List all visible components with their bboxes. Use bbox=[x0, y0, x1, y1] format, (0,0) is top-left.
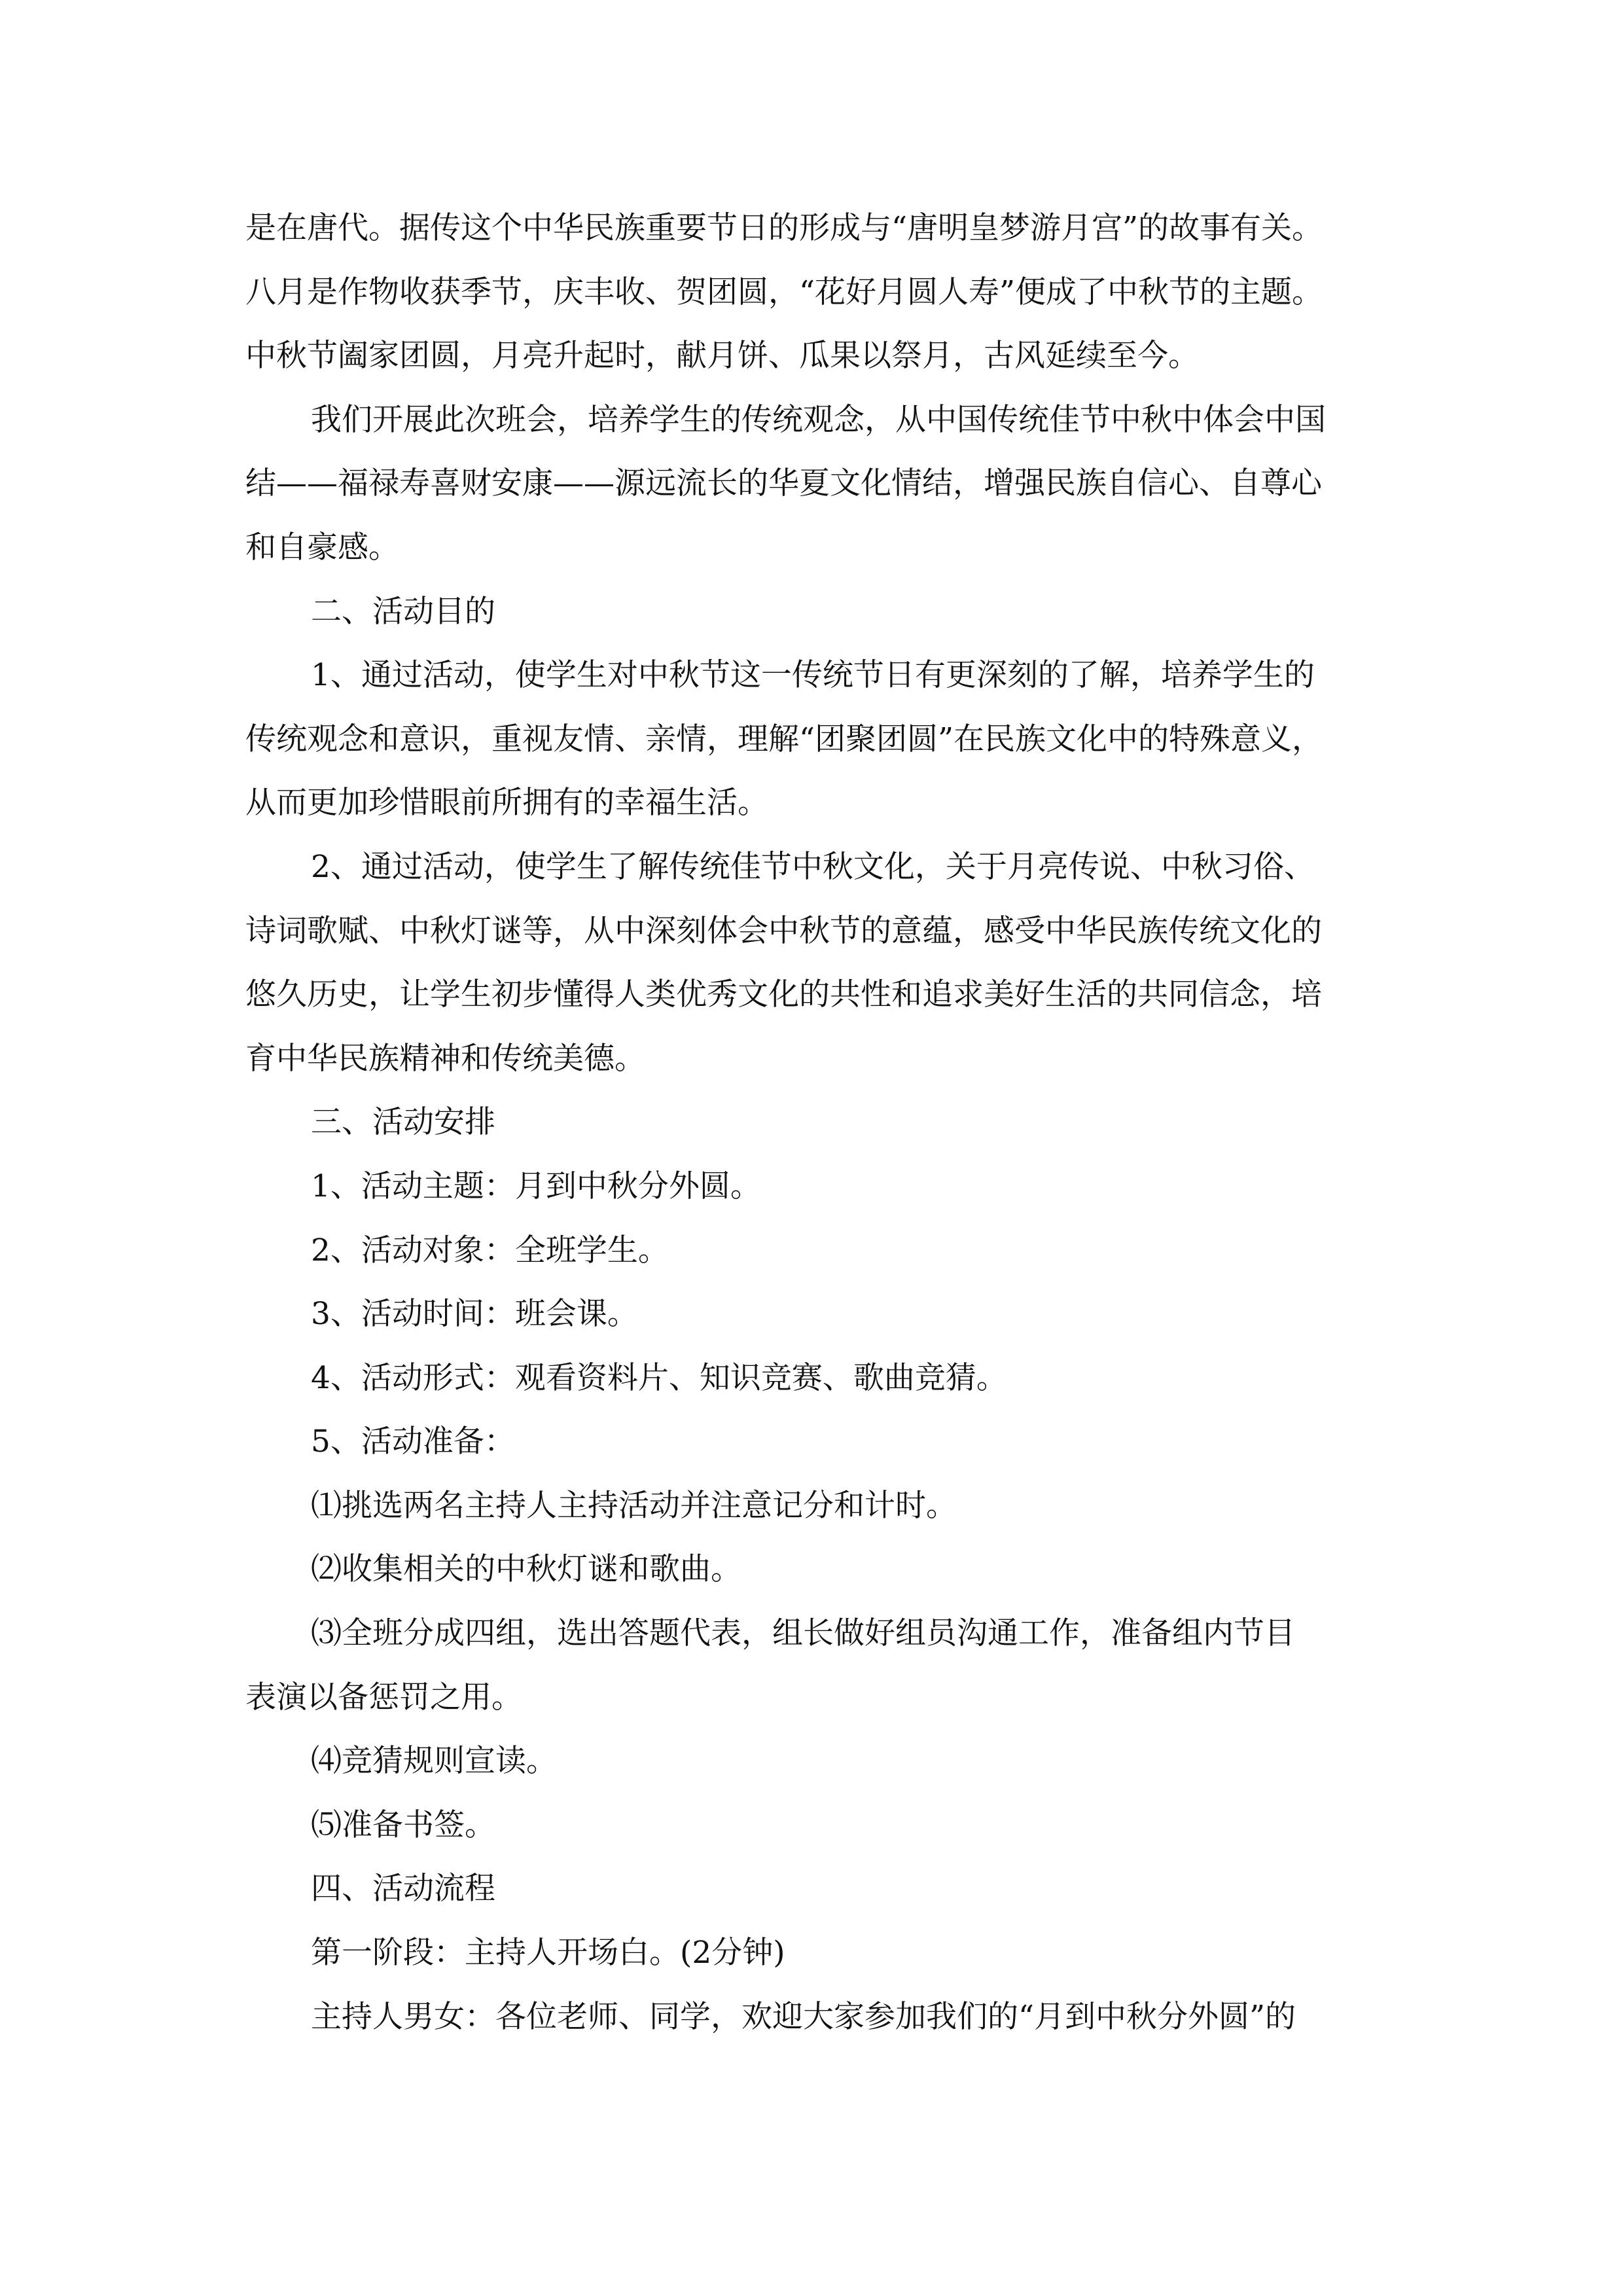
section-heading: 二、活动目的 bbox=[311, 593, 495, 630]
paragraph-first-line: 第一阶段：主持人开场白。(2分钟) bbox=[311, 1935, 785, 1971]
list-item: 3、活动时间：班会课。 bbox=[311, 1296, 638, 1333]
list-item: ⑶全班分成四组，选出答题代表，组长做好组员沟通工作，准备组内节目 bbox=[311, 1615, 1295, 1652]
text-line: 是在唐代。据传这个中华民族重要节日的形成与“唐明皇梦游月宫”的故事有关。 bbox=[245, 210, 1323, 246]
paragraph-first-line: 2、通过活动，使学生了解传统佳节中秋文化，关于月亮传说、中秋习俗、 bbox=[311, 848, 1315, 885]
list-item: ⑵收集相关的中秋灯谜和歌曲。 bbox=[311, 1551, 741, 1588]
list-item: 2、活动对象：全班学生。 bbox=[311, 1232, 669, 1268]
list-item: 4、活动形式：观看资料片、知识竞赛、歌曲竞猜。 bbox=[311, 1359, 1007, 1396]
text-line: 表演以备惩罚之用。 bbox=[245, 1679, 522, 1715]
paragraph-first-line: 1、通过活动，使学生对中秋节这一传统节日有更深刻的了解，培养学生的 bbox=[311, 657, 1315, 694]
section-heading: 四、活动流程 bbox=[311, 1871, 495, 1907]
paragraph-first-line: 主持人男女：各位老师、同学，欢迎大家参加我们的“月到中秋分外圆”的 bbox=[311, 1998, 1296, 2035]
text-line: 传统观念和意识，重视友情、亲情，理解“团聚团圆”在民族文化中的特殊意义， bbox=[245, 721, 1323, 757]
text-line: 结——福禄寿喜财安康——源远流长的华夏文化情结，增强民族自信心、自尊心 bbox=[245, 465, 1322, 502]
paragraph-first-line: 我们开展此次班会，培养学生的传统观念，从中国传统佳节中秋中体会中国 bbox=[311, 401, 1326, 438]
list-item: 1、活动主题：月到中秋分外圆。 bbox=[311, 1168, 761, 1204]
list-item: ⑴挑选两名主持人主持活动并注意记分和计时。 bbox=[311, 1487, 957, 1524]
text-line: 中秋节阖家团圆，月亮升起时，献月饼、瓜果以祭月，古风延续至今。 bbox=[245, 338, 1199, 374]
text-line: 从而更加珍惜眼前所拥有的幸福生活。 bbox=[245, 785, 768, 821]
list-item: 5、活动准备： bbox=[311, 1424, 515, 1460]
body-text bbox=[245, 196, 1397, 2049]
text-line: 八月是作物收获季节，庆丰收、贺团圆，“花好月圆人寿”便成了中秋节的主题。 bbox=[245, 274, 1323, 310]
text-line: 诗词歌赋、中秋灯谜等，从中深刻体会中秋节的意蕴，感受中华民族传统文化的 bbox=[245, 912, 1322, 949]
text-line: 育中华民族精神和传统美德。 bbox=[245, 1040, 645, 1077]
section-heading: 三、活动安排 bbox=[311, 1104, 495, 1141]
list-item: ⑸准备书签。 bbox=[311, 1806, 495, 1843]
text-line: 和自豪感。 bbox=[245, 529, 399, 565]
list-item: ⑷竞猜规则宣读。 bbox=[311, 1743, 557, 1780]
text-line: 悠久历史，让学生初步懂得人类优秀文化的共性和追求美好生活的共同信念，培 bbox=[245, 977, 1322, 1013]
